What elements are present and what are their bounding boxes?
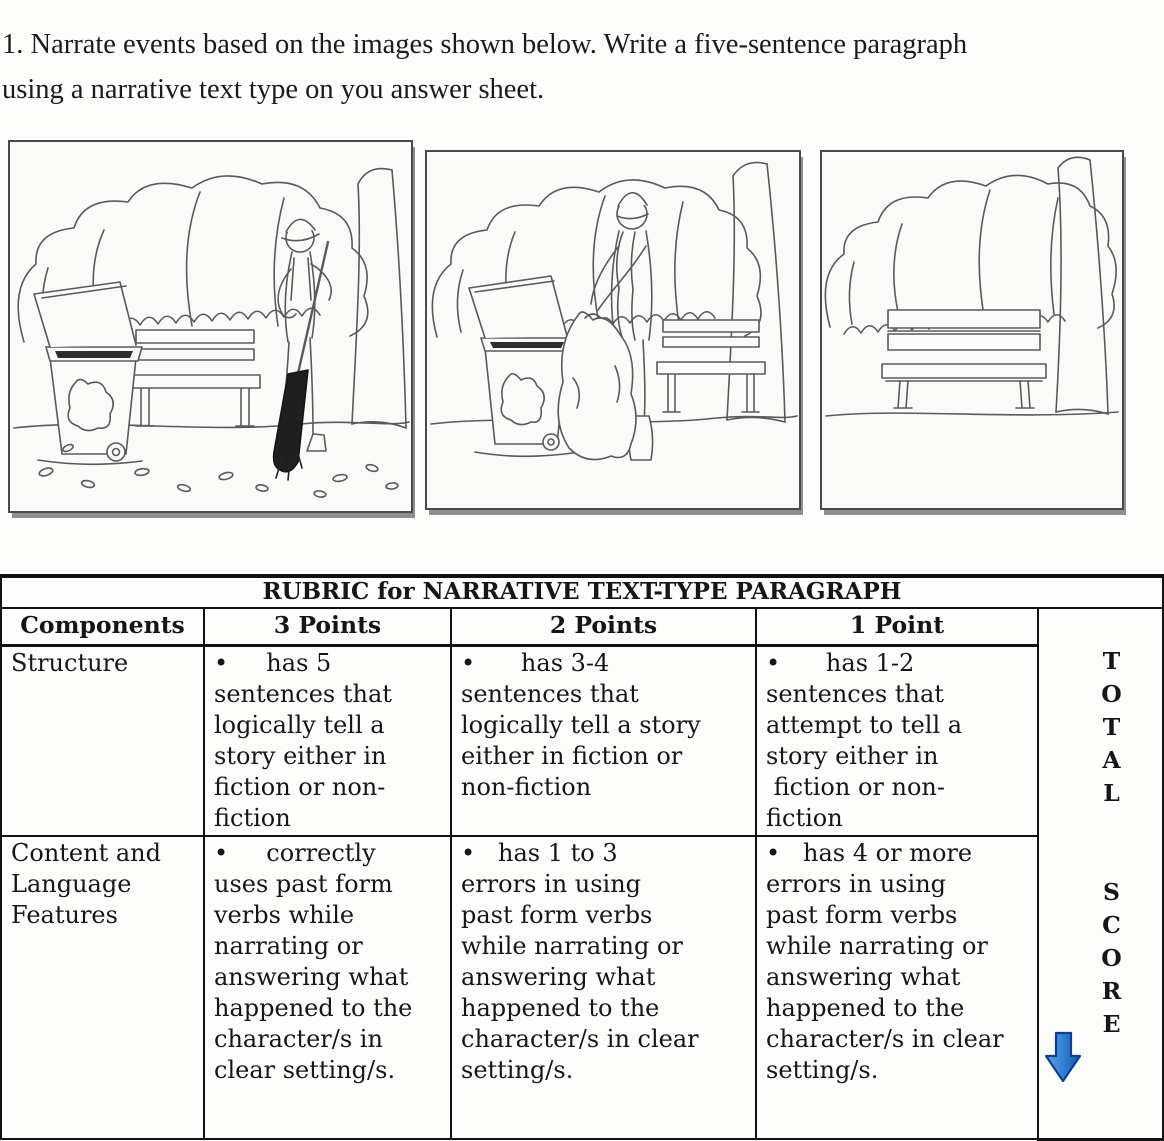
rubric-table [0,574,1164,1141]
story-panel-3 [820,150,1124,510]
column-header-3-points: 3 Points [204,608,451,646]
content-2-points-cell: • has 1 to 3 errors in using past form verbs while narrating or answering what happened to the character/s in clear setting/s. [451,836,756,1139]
clean-park-scene-illustration [822,152,1122,508]
structure-3-points-cell: • has 5 sentences that logically tell a story either in fiction or non- fiction [204,646,451,837]
rubric-table-wrap [0,574,1162,1141]
instruction-text: 1. Narrate events based on the images shown below. Write a five-sentence paragraph using a narrative text type on you answer sheet. [2,29,968,105]
content-3-points-cell: • correctly uses past form verbs while narrating or answering what happened to the character/s in clear setting/s. [204,836,451,1139]
rubric-title: RUBRIC for NARRATIVE TEXT-TYPE PARAGRAPH [1,576,1163,608]
total-score-vertical-label: T O T A L S C O R E [1038,608,1163,1139]
column-header-2-points: 2 Points [451,608,756,646]
structure-1-point-cell: • has 1-2 sentences that attempt to tell a story either in fiction or non- fiction [756,646,1038,837]
component-structure: Structure [1,646,204,837]
story-panel-2 [425,150,801,510]
down-arrow-icon [1044,1031,1082,1083]
content-1-point-cell: • has 4 or more errors in using past form verbs while narrating or answering what happened to the character/s in clear setting/s. [756,836,1038,1139]
bagging-scene-illustration [427,152,799,508]
column-header-components: Components [1,608,204,646]
column-header-1-point: 1 Point [756,608,1038,646]
story-panel-1 [8,140,413,513]
component-content-language: Content and Language Features [1,836,204,1139]
sweeping-scene-illustration [10,142,411,511]
structure-2-points-cell: • has 3-4 sentences that logically tell a story either in fiction or non-fiction [451,646,756,837]
